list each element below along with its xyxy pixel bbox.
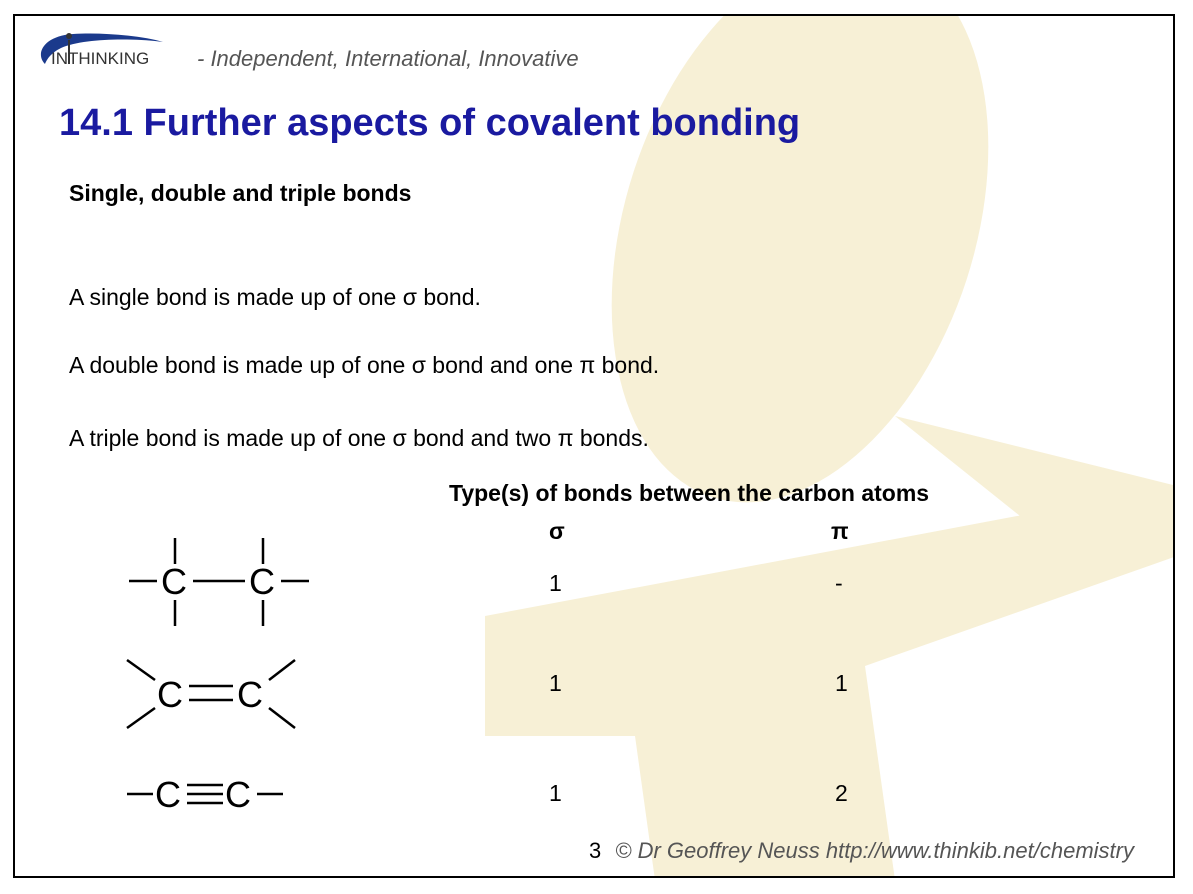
slide: [13, 14, 1175, 878]
svg-text:C: C: [225, 774, 251, 815]
svg-text:C: C: [157, 674, 183, 715]
single-bond-structure: [125, 536, 325, 630]
table-heading: Type(s) of bonds between the carbon atoms: [449, 480, 930, 506]
single-sigma-count: 1: [549, 570, 562, 596]
single-bond-statement: A single bond is made up of one σ bond.: [69, 284, 481, 310]
pi-column-header: π: [831, 518, 849, 544]
double-sigma-count: 1: [549, 670, 562, 696]
logo-text: INTHINKING: [51, 49, 150, 68]
sigma-column-header: σ: [549, 518, 565, 544]
tagline: - Independent, International, Innovative: [197, 46, 579, 71]
single-pi-count: -: [835, 570, 843, 596]
section-subtitle: Single, double and triple bonds: [69, 180, 412, 206]
double-pi-count: 1: [835, 670, 848, 696]
inthinking-logo: [33, 26, 193, 75]
triple-bond-structure: [123, 772, 313, 816]
double-bond-statement: A double bond is made up of one σ bond and one π bond.: [69, 352, 660, 378]
svg-text:C: C: [249, 561, 275, 602]
svg-text:C: C: [155, 774, 181, 815]
svg-text:C: C: [161, 561, 187, 602]
page-title: 14.1 Further aspects of covalent bonding: [59, 102, 801, 144]
triple-bond-statement: A triple bond is made up of one σ bond and two π bonds.: [69, 425, 649, 451]
page-number: 3: [589, 838, 602, 863]
double-bond-structure: [123, 654, 313, 734]
triple-pi-count: 2: [835, 780, 848, 806]
triple-sigma-count: 1: [549, 780, 562, 806]
footer: [589, 838, 1134, 864]
svg-text:C: C: [237, 674, 263, 715]
copyright-text: © Dr Geoffrey Neuss http://www.thinkib.net/chemistry: [615, 838, 1134, 863]
